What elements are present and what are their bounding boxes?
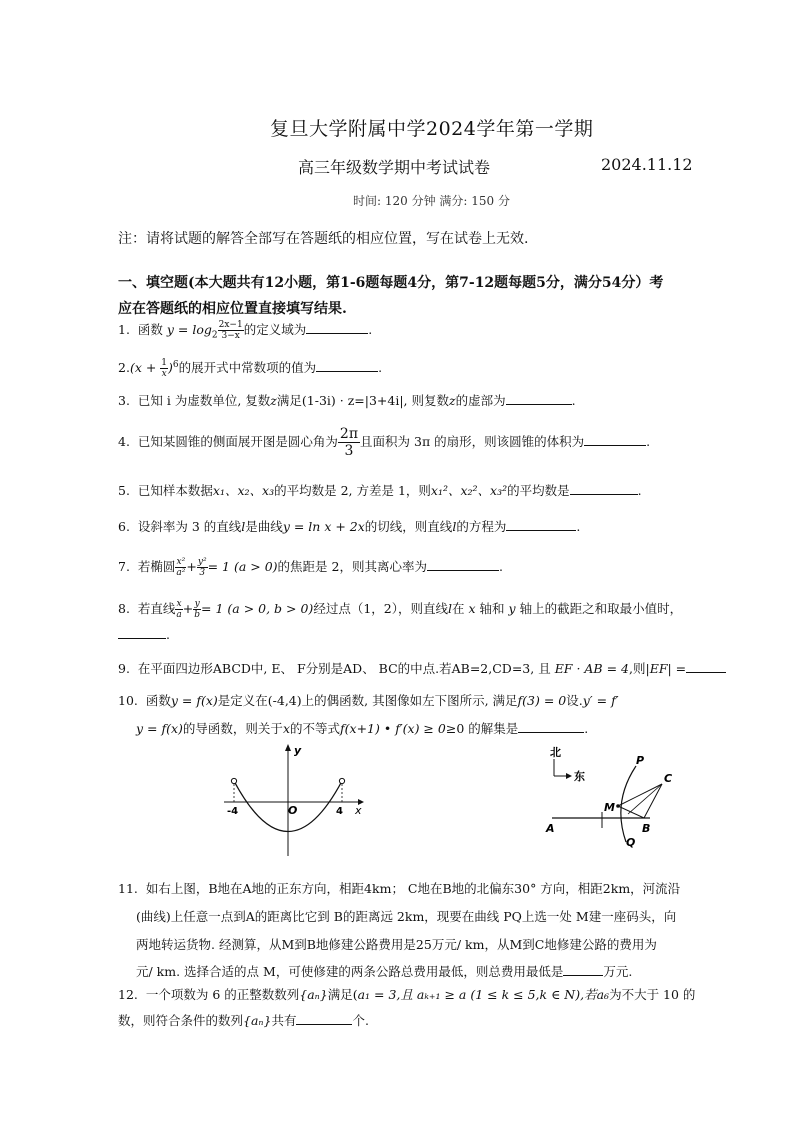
answer-blank-3[interactable]	[506, 392, 572, 405]
exam-subtitle: 高三年级数学期中考试试卷	[298, 158, 491, 177]
answer-blank-6[interactable]	[506, 518, 576, 531]
question-11-line3: 两地转运货物. 经测算，从M到B地修建公路费用是25万元/ km，从M到C地修建公路的费用为	[136, 937, 657, 952]
question-9: 9. 在平面四边形ABCD中, E、 F分别是AD、 BC的中点.若AB=2,CD=3, 且 EF · AB = 4,则|EF| =	[118, 660, 794, 678]
east-arrow-icon	[566, 773, 572, 779]
origin-label: O	[288, 804, 298, 817]
question-7: 7. 若椭圆 $\frac{\text{x²}}{\text{a²}}$ + $\frac{\text{y²}}{3}$ = 1 (a > 0)的焦距是 2，则其离心率为 .	[118, 557, 503, 578]
point-b-label: B	[642, 822, 651, 835]
section1-heading-line2: 应在答题纸的相应位置直接填写结果.	[118, 301, 347, 317]
left-tick-label: -4	[227, 806, 239, 817]
exam-date: 2024.11.12	[601, 155, 693, 174]
answer-blank-7[interactable]	[427, 558, 499, 571]
even-function-graph	[218, 742, 368, 860]
north-label: 北	[550, 746, 561, 759]
segment-mb	[618, 806, 644, 818]
answer-blank-1[interactable]	[306, 321, 368, 334]
segment-mc	[618, 784, 662, 806]
answer-blank-12[interactable]	[296, 1012, 352, 1025]
point-p-label: P	[636, 754, 645, 767]
point-q-label: Q	[626, 836, 636, 849]
question-12: 12. 一个项数为 6 的正整数数列{aₙ}满足(a₁ = 3,且 aₖ₊₁ ≥ a (1 ≤ k ≤ 5,k ∈ N),若a₆为不大于 10 的	[118, 987, 696, 1002]
exam-title: 复旦大学附属中学2024学年第一学期	[270, 118, 594, 140]
exam-time-info: 时间: 120 分钟 满分: 150 分	[353, 194, 510, 208]
answer-blank-2[interactable]	[316, 359, 378, 372]
left-open-endpoint	[231, 778, 236, 783]
answer-blank-10[interactable]	[518, 720, 584, 733]
question-8: 8. 若直线 $\frac{x}{a}$ + $\frac{y}{b}$ = 1 (a > 0, b > 0)经过点（1，2），则直线l在 x 轴和 y 轴上的截距之和取最小值时，	[118, 599, 683, 620]
question-2: 2.(x + $\frac{1}{x}$ )$^6$的展开式中常数项的值为 .	[118, 358, 383, 380]
question-1: 1. 函数 $y = \log_2$ $\frac{2x-1}{3-x}$ 的定义域为 .	[118, 320, 373, 341]
question-11-line2: (曲线)上任意一点到A的距离比它到 B的距离远 2km，现要在曲线 PQ上选一处 M建一座码头，向	[136, 909, 677, 924]
question-10: 10. 函数y = f(x)是定义在(-4,4)上的偶函数, 其图像如左下图所示, 满足f(3) = 0设.y′ = f′	[118, 693, 619, 708]
point-a-label: A	[546, 822, 555, 835]
question-11-line4: 元/ km. 选择合适的点 M，可使修建的两条公路总费用最低，则总费用最低是 万元.	[136, 964, 633, 979]
answer-blank-4[interactable]	[584, 433, 646, 446]
question-11: 11. 如右上图，B地在A地的正东方向，相距4km； C地在B地的北偏东30° 方向，相距2km，河流沿	[118, 881, 681, 896]
question-12-line2: 数，则符合条件的数列{aₙ}共有 个.	[118, 1013, 369, 1028]
east-label: 东	[574, 770, 585, 783]
answer-blank-11[interactable]	[563, 963, 603, 976]
y-axis-label: y	[294, 744, 302, 757]
point-m-label: M	[604, 801, 615, 814]
right-open-endpoint	[339, 778, 344, 783]
x-axis-label: x	[355, 804, 362, 817]
question-5: 5. 已知样本数据x₁、x₂、x₃的平均数是 2, 方差是 1，则x₁²、x₂²、x₃²的平均数是 .	[118, 483, 642, 498]
question-4: 4. 已知某圆锥的侧面展开图是圆心角为 $\frac{2\pi}{3}$ 且面积为 3π 的扇形，则该圆锥的体积为 .	[118, 426, 651, 459]
exam-note: 注：请将试题的解答全部写在答题纸的相应位置，写在试卷上无效.	[118, 231, 529, 247]
answer-blank-9[interactable]	[686, 660, 726, 673]
section1-heading-line1: 一、填空题(本大题共有12小题，第1-6题每题4分，第7-12题每题5分，满分54分）考	[118, 275, 664, 291]
question-6: 6. 设斜率为 3 的直线l是曲线y = ln x + 2x的切线，则直线l的方程为 .	[118, 519, 581, 534]
question-8-answer-line: .	[118, 626, 170, 644]
question-10-line2: y = f(x)的导函数，则关于x的不等式f(x+1) • f′(x) ≥ 0≥0 的解集是 .	[136, 721, 589, 736]
y-axis-arrow-icon	[285, 744, 291, 751]
answer-blank-8[interactable]	[118, 626, 166, 639]
question-3: 3. 已知 i 为虚数单位, 复数z满足(1-3i) · z=|3+4i|, 则复数z的虚部为 .	[118, 393, 576, 408]
river-map-diagram	[538, 742, 718, 850]
segment-bc	[644, 784, 662, 818]
right-tick-label: 4	[336, 806, 343, 817]
point-c-label: C	[664, 772, 673, 785]
answer-blank-5[interactable]	[570, 482, 638, 495]
